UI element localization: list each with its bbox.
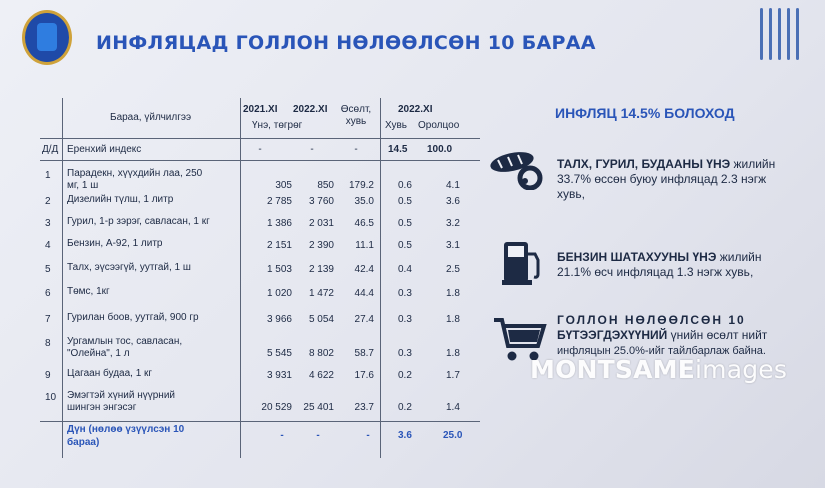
- row-growth: 17.6: [354, 370, 374, 381]
- row-num: 1: [45, 170, 51, 181]
- row-share: 0.3: [398, 348, 412, 359]
- row-name-2: мг, 1 ш: [67, 180, 99, 191]
- row-price-2022: 4 622: [308, 370, 334, 381]
- row-name: Эмэгтэй хүний нүүрний: [67, 390, 175, 401]
- row-price-2022: 2 139: [308, 264, 334, 275]
- inflation-heading: ИНФЛЯЦ 14.5% БОЛОХОД: [555, 105, 735, 121]
- index-row-2022: -: [310, 144, 314, 155]
- mongolian-script-icon: [760, 8, 810, 68]
- row-growth: 23.7: [354, 402, 374, 413]
- row-share: 0.5: [398, 196, 412, 207]
- row-price-2022: 2 390: [308, 240, 334, 251]
- row-price-2022: 25 401: [303, 402, 334, 413]
- total-row-name: Дүн (нөлөө үзүүлсэн 10: [67, 424, 185, 435]
- row-price-2021: 1 386: [266, 218, 292, 229]
- row-num: 6: [45, 288, 51, 299]
- row-weight: 2.5: [446, 264, 460, 275]
- row-price-2021: 3 931: [266, 370, 292, 381]
- row-name: Цагаан будаа, 1 кг: [67, 368, 153, 379]
- row-num: 10: [45, 392, 57, 403]
- header-growth: Өсөлт, хувь: [340, 104, 372, 127]
- row-price-2022: 2 031: [308, 218, 334, 229]
- row-growth: 44.4: [354, 288, 374, 299]
- row-price-2022: 1 472: [308, 288, 334, 299]
- header-2022: 2022.XI: [293, 104, 328, 115]
- row-name-2: шингэн энгэсэг: [67, 402, 137, 413]
- row-weight: 3.2: [446, 218, 460, 229]
- row-growth: 35.0: [354, 196, 374, 207]
- row-share: 0.5: [398, 240, 412, 251]
- bread-icon: [488, 148, 548, 190]
- row-weight: 1.8: [446, 314, 460, 325]
- row-weight: 1.8: [446, 288, 460, 299]
- header-goods: Бараа, үйлчилгээ: [110, 112, 192, 123]
- row-price-2022: 5 054: [308, 314, 334, 325]
- row-growth: 42.4: [354, 264, 374, 275]
- row-weight: 1.4: [446, 402, 460, 413]
- row-name: Төмс, 1кг: [67, 286, 110, 297]
- row-weight: 3.1: [446, 240, 460, 251]
- state-emblem-icon: [22, 10, 72, 65]
- slide-title: ИНФЛЯЦАД ГОЛЛОН НӨЛӨӨЛСӨН 10 БАРАА: [96, 32, 596, 54]
- index-row-weight: 100.0: [427, 144, 453, 155]
- index-row-2021: -: [258, 144, 262, 155]
- row-growth: 179.2: [348, 180, 374, 191]
- row-price-2021: 305: [275, 180, 292, 191]
- row-num: 4: [45, 240, 51, 251]
- bread-flour-rice-item: ТАЛХ, ГУРИЛ, БУДААНЫ ҮНЭ жилийн 33.7% өссөн буюу инфляцад 2.3 нэгж хувь,: [557, 157, 776, 201]
- row-price-2021: 1 020: [266, 288, 292, 299]
- montsame-watermark: MONTSAMEimages: [530, 355, 788, 384]
- fuel-pump-icon: [502, 240, 546, 286]
- row-price-2021: 2 151: [266, 240, 292, 251]
- row-growth: 11.1: [355, 240, 374, 251]
- row-growth: 46.5: [354, 218, 374, 229]
- row-name: Парадекн, хүүхдийн лаа, 250: [67, 168, 203, 179]
- row-price-2021: 1 503: [266, 264, 292, 275]
- total-row-2022: -: [316, 430, 320, 441]
- row-price-2021: 20 529: [261, 402, 292, 413]
- row-growth: 27.4: [354, 314, 374, 325]
- row-share: 0.4: [398, 264, 412, 275]
- top10-goods-item: ГОЛЛОН НӨЛӨӨЛСӨН 10 БҮТЭЭГДЭХҮҮНИЙ үнийн өсөлт нийт инфляцын 25.0%-ийг тайлбарлаж байна.: [557, 313, 768, 357]
- total-row-weight: 25.0: [443, 430, 463, 441]
- row-weight: 1.8: [446, 348, 460, 359]
- total-row-name-2: бараа): [67, 437, 100, 448]
- row-name: Гурил, 1-р зэрэг, савласан, 1 кг: [67, 216, 210, 227]
- row-num: 5: [45, 264, 51, 275]
- row-share: 0.5: [398, 218, 412, 229]
- row-share: 0.2: [398, 402, 412, 413]
- gasoline-item: БЕНЗИН ШАТАХУУНЫ ҮНЭ жилийн 21.1% өсч инфляцад 1.3 нэгж хувь,: [557, 250, 762, 279]
- row-name: Дизелийн түлш, 1 литр: [67, 194, 174, 205]
- header-weight: Оролцоо: [418, 120, 460, 131]
- row-growth: 58.7: [354, 348, 374, 359]
- row-price-2021: 3 966: [266, 314, 292, 325]
- row-num: 9: [45, 370, 51, 381]
- row-name: Талх, эүсээгүй, уутгай, 1 ш: [67, 262, 191, 273]
- row-share: 0.3: [398, 288, 412, 299]
- row-num: 2: [45, 196, 51, 207]
- row-num: 3: [45, 218, 51, 229]
- index-row-name: Еренхий индекс: [67, 144, 142, 155]
- row-name-2: "Олейна", 1 л: [67, 348, 130, 359]
- row-weight: 3.6: [446, 196, 460, 207]
- row-price-2022: 850: [317, 180, 334, 191]
- row-share: 0.6: [398, 180, 412, 191]
- row-weight: 1.7: [446, 370, 460, 381]
- row-num: 7: [45, 314, 51, 325]
- goods-table: [40, 98, 480, 463]
- header-share: Хувь: [385, 120, 407, 131]
- row-share: 0.3: [398, 314, 412, 325]
- row-weight: 4.1: [446, 180, 460, 191]
- row-price-2022: 3 760: [308, 196, 334, 207]
- row-price-2021: 2 785: [266, 196, 292, 207]
- header-2021: 2021.XI: [243, 104, 278, 115]
- row-name: Бензин, А-92, 1 литр: [67, 238, 163, 249]
- index-row-share: 14.5: [388, 144, 408, 155]
- total-row-share: 3.6: [398, 430, 412, 441]
- row-share: 0.2: [398, 370, 412, 381]
- header-share-year: 2022.XI: [398, 104, 433, 115]
- row-name: Гурилан боов, уутгай, 900 гр: [67, 312, 199, 323]
- row-num: 8: [45, 338, 51, 349]
- index-row-growth: -: [354, 144, 358, 155]
- row-price-2021: 5 545: [266, 348, 292, 359]
- index-row-num: Д/Д: [42, 144, 59, 155]
- row-name: Ургамлын тос, савласан,: [67, 336, 183, 347]
- header-price: Үнэ, төгрөг: [252, 120, 303, 131]
- row-price-2022: 8 802: [308, 348, 334, 359]
- total-row-2021: -: [280, 430, 284, 441]
- total-row-growth: -: [366, 430, 370, 441]
